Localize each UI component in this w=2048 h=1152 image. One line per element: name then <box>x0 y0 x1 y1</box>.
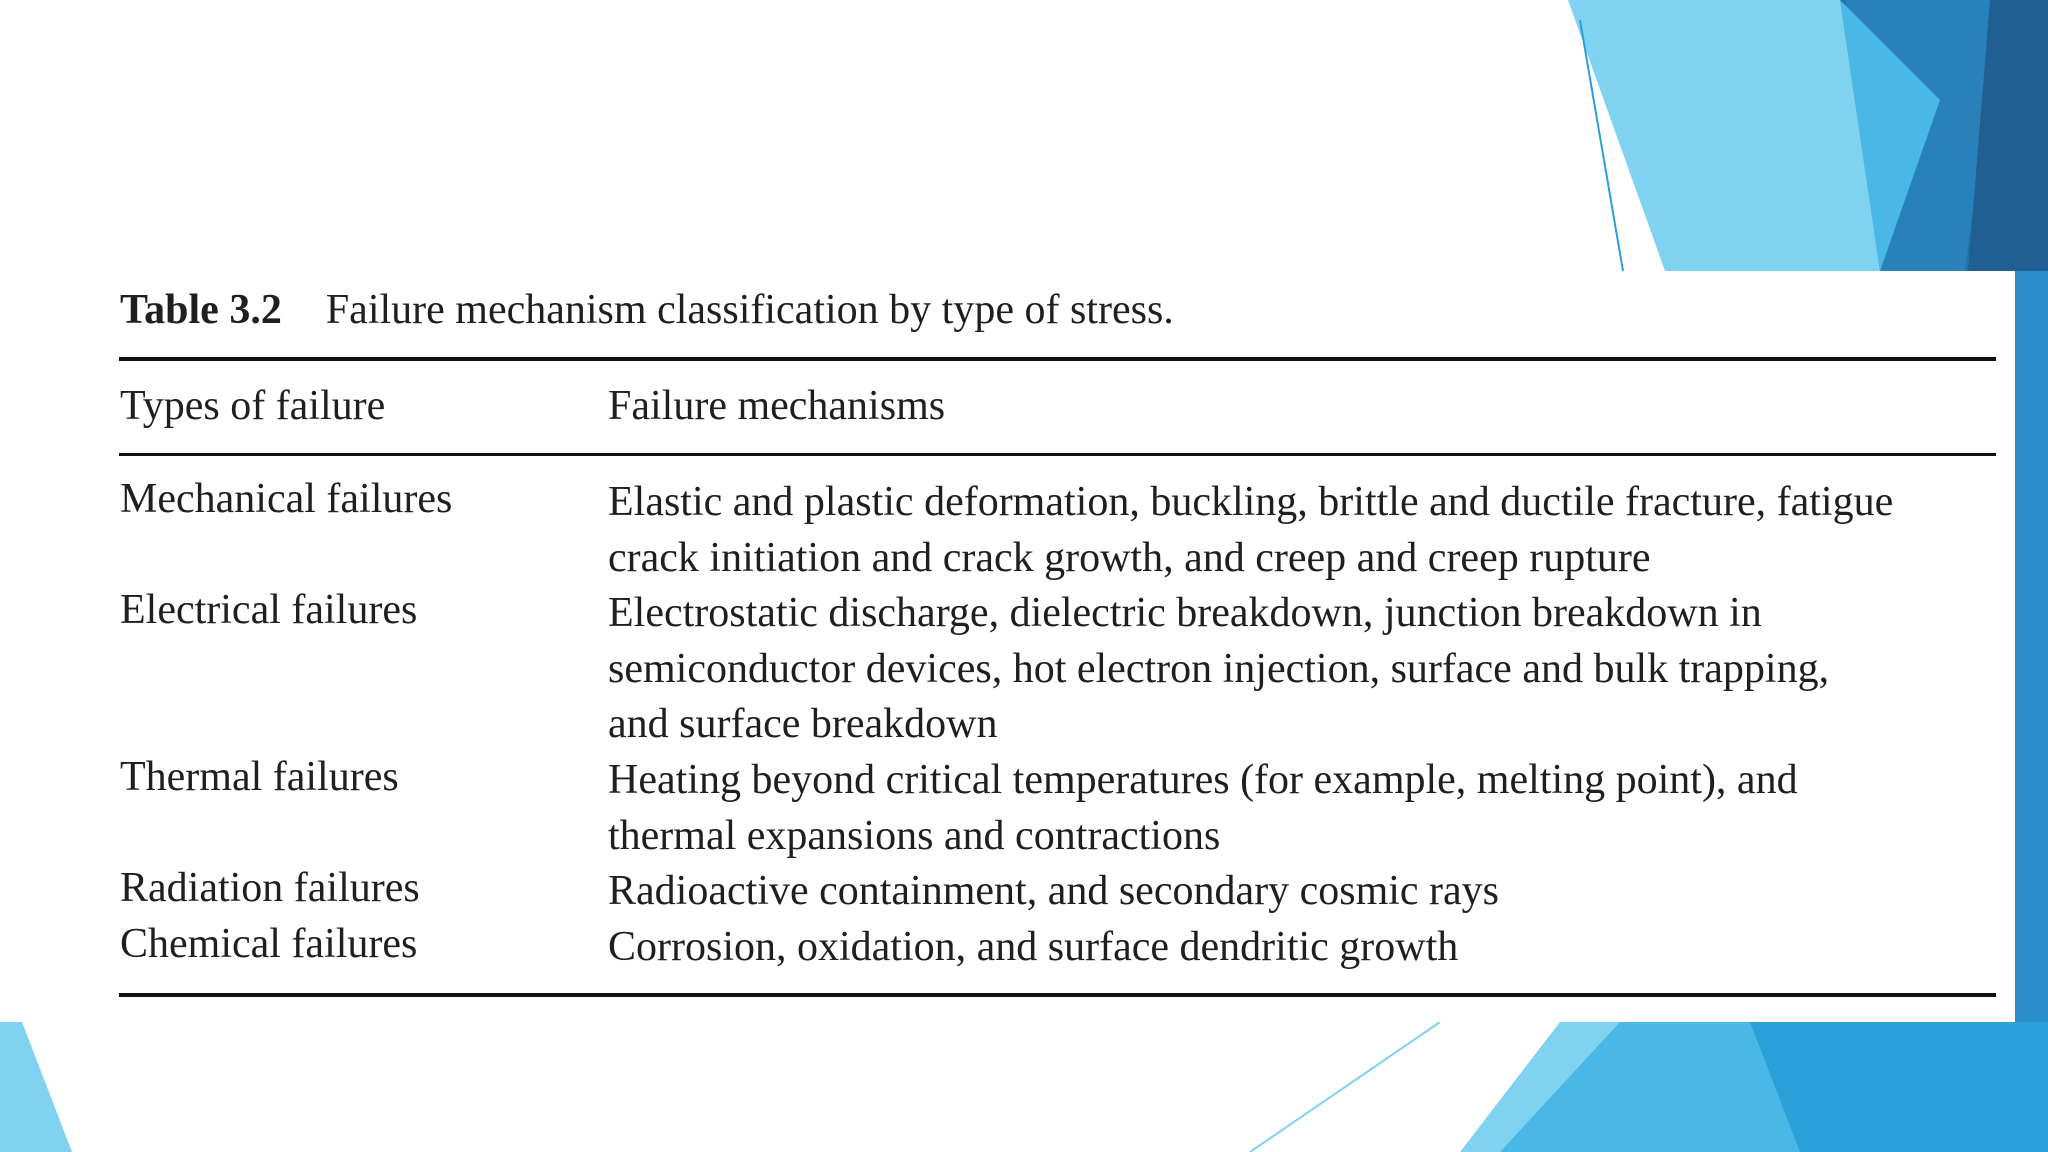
failure-mechanism: Electrostatic discharge, dielectric breakdown, junction breakdown in semiconductor devices, hot electron injection, surface and bulk trapping, and surface breakdown <box>608 590 1830 747</box>
decor-facet <box>0 1022 72 1152</box>
decor-line <box>1250 1022 1440 1152</box>
decor-facet <box>1568 0 1880 271</box>
failure-type: Chemical failures <box>120 921 418 967</box>
failure-type: Thermal failures <box>120 754 399 800</box>
table-caption <box>120 286 1174 334</box>
failure-mechanism: Heating beyond critical temperatures (for example, melting point), and thermal expansions and contractions <box>608 757 1798 859</box>
column-header-type: Types of failure <box>120 383 386 429</box>
column-header-mechanism: Failure mechanisms <box>608 383 946 429</box>
table-top-rule <box>119 357 1996 361</box>
failure-type: Electrical failures <box>120 587 418 633</box>
failure-mechanism: Radioactive containment, and secondary cosmic rays <box>608 868 1500 914</box>
failure-mechanism: Corrosion, oxidation, and surface dendritic growth <box>608 924 1459 970</box>
table-header-rule <box>119 453 1996 456</box>
decor-facet <box>1750 1022 2048 1152</box>
failure-mechanism: Elastic and plastic deformation, buckling, brittle and ductile fracture, fatigue crack initiation and crack growth, and creep and creep rupture <box>608 479 1894 581</box>
failure-type: Mechanical failures <box>120 476 453 522</box>
decor-facet <box>2015 271 2048 1022</box>
table-bottom-rule <box>119 993 1996 997</box>
table-caption-label: Table 3.2 <box>120 287 282 333</box>
failure-type: Radiation failures <box>120 865 420 911</box>
table-caption-text: Failure mechanism classification by type of stress. <box>325 287 1174 333</box>
